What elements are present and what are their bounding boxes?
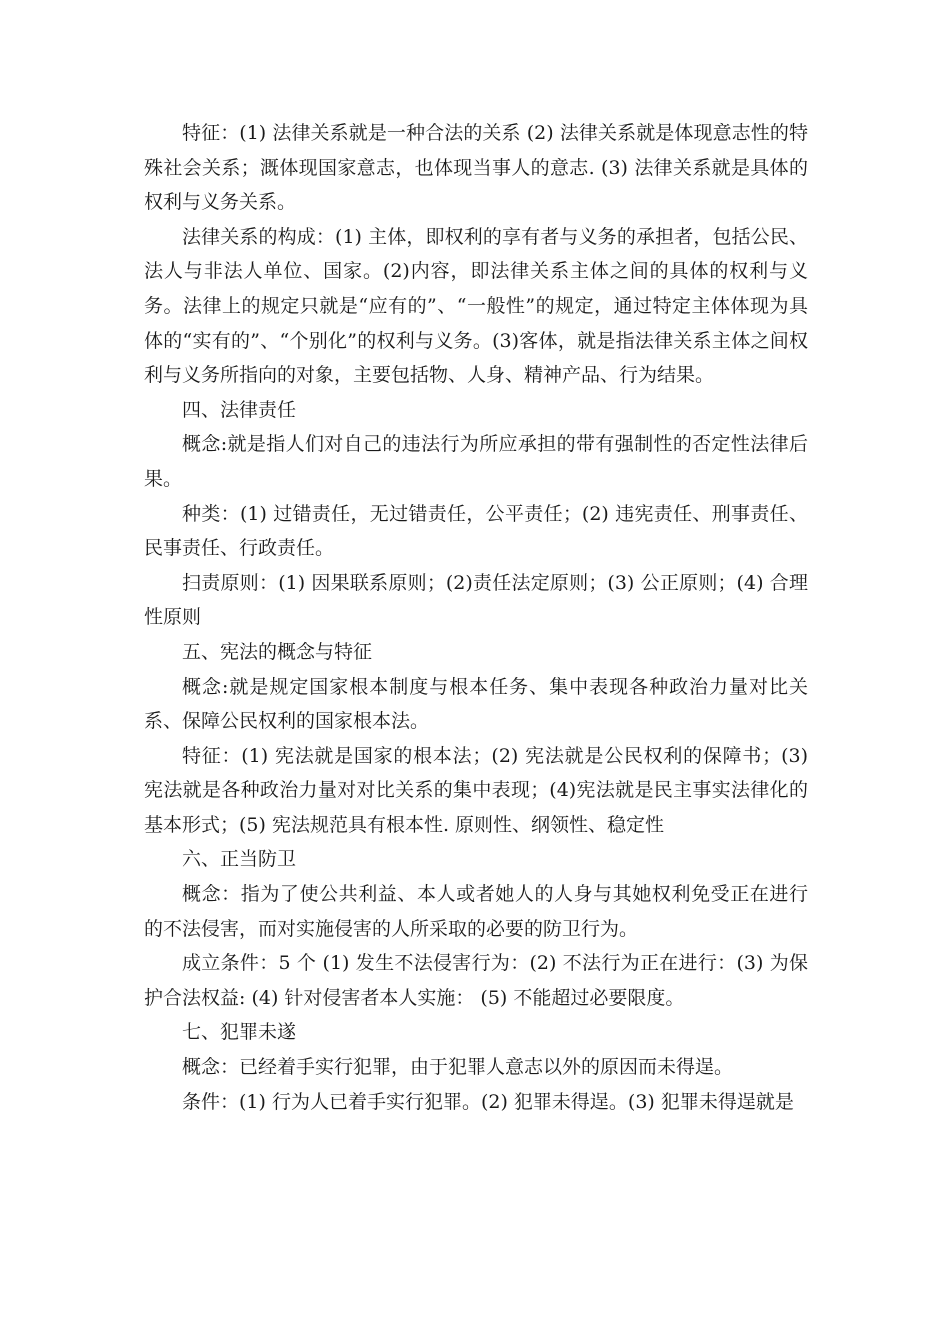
paragraph-constitution-features: 特征：(1) 宪法就是国家的根本法；(2) 宪法就是公民权利的保障书；(3) 宪法就是各种政治力量对对比关系的集中表现；(4)宪法就是民主事实法律化的基本形式；(5) 宪法规范具有根本性. 原则性、纲领性、稳定性 [144,744,808,836]
paragraph-self-defense-conditions: 成立条件：5 个 (1) 发生不法侵害行为：(2) 不法行为正在进行：(3) 为保护合法权益: (4) 针对侵害者本人实施： (5) 不能超过必要限度。 [144,952,808,1009]
paragraph-relationship-composition: 法律关系的构成：(1) 主体，即权利的享有者与义务的承担者，包括公民、法人与非法人单位、国家。(2)内容，即法律关系主体之间的具体的权利与义务。法律上的规定只就是“应有的”、“一般性”的规定，通过特定主体体现为具体的“实有的”、“个别化”的权利与义务。(3)客体，就是指法律关系主体之间权利与义务所指向的对象，主要包括物、人身、精神产品、行为结果。 [144,225,808,387]
paragraph-attempted-crime-concept: 概念：已经着手实行犯罪，由于犯罪人意志以外的原因而未得逞。 [182,1056,734,1079]
paragraph-relationship-features: 特征：(1) 法律关系就是一种合法的关系 (2) 法律关系就是体现意志性的特殊社会关系；溉体现国家意志，也体现当事人的意志. (3) 法律关系就是具体的权利与义务关系。 [144,122,808,214]
paragraph-self-defense-concept: 概念：指为了使公共利益、本人或者她人的人身与其她权利免受正在进行的不法侵害，而对实施侵害的人所采取的必要的防卫行为。 [144,883,808,940]
paragraph-attempted-crime-conditions: 条件：(1) 行为人已着手实行犯罪。(2) 犯罪未得逞。(3) 犯罪未得逞就是 [182,1090,794,1113]
section-heading-self-defense: 六、正当防卫 [182,848,297,871]
section-heading-constitution: 五、宪法的概念与特征 [182,640,373,663]
paragraph-liability-types: 种类：(1) 过错责任，无过错责任，公平责任；(2) 违宪责任、刑事责任、民事责任、行政责任。 [144,502,808,560]
section-heading-legal-liability: 四、法律责任 [182,398,297,421]
document-body [144,116,808,1119]
paragraph-liability-concept: 概念:就是指人们对自己的违法行为所应承担的带有强制性的否定性法律后果。 [144,433,808,490]
paragraph-liability-principles: 扫责原则：(1) 因果联系原则；(2)责任法定原则；(3) 公正原则；(4) 合理性原则 [144,571,808,629]
section-heading-attempted-crime: 七、犯罪未遂 [182,1021,297,1044]
paragraph-constitution-concept: 概念:就是规定国家根本制度与根本任务、集中表现各种政治力量对比关系、保障公民权利的国家根本法。 [144,675,808,733]
